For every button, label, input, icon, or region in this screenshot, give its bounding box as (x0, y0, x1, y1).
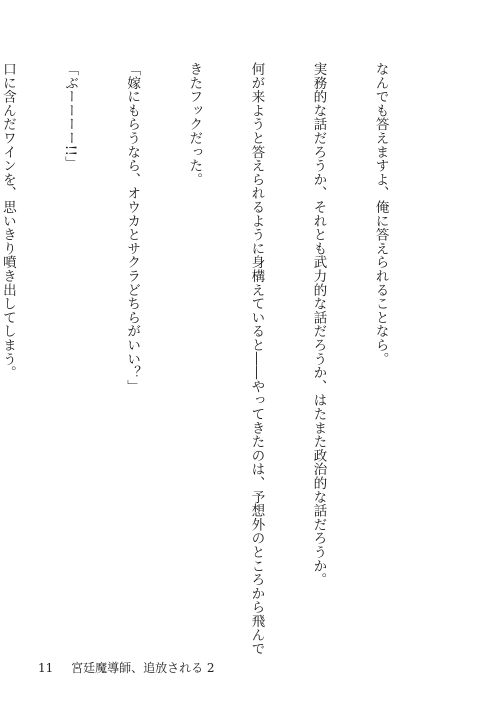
book-title: 宮廷魔導師、追放される 2 (71, 661, 215, 675)
text-line: 口に含んだワインを、思いきり噴き出してしまう。 (0, 62, 16, 380)
text-line: 「嫁にもらうなら、オウカとサクラどちらがいい？」 (124, 62, 141, 394)
body-text (0, 62, 432, 656)
text-line: 実務的な話だろうか、それとも武力的な話だろうか、はたまた政治的な話だろうか。 (310, 62, 327, 587)
text-line: 「ぶーーーー!!」 (62, 62, 79, 170)
text-line: きたフックだった。 (186, 62, 203, 187)
text-line: 何が来ようと答えられるように身構えていると――やってきたのは、予想外のところから飛んで (248, 62, 265, 656)
page-number: 11 (38, 661, 54, 675)
text-line: なんでも答えますよ、俺に答えられることなら。 (372, 62, 389, 366)
page-footer (38, 659, 215, 676)
